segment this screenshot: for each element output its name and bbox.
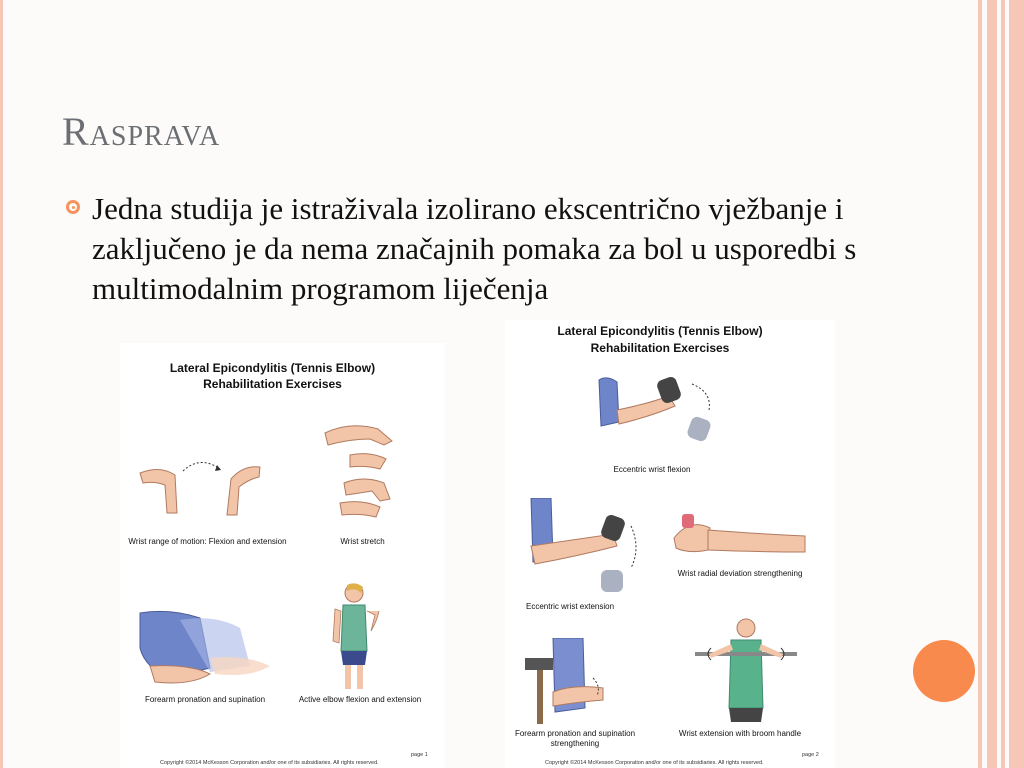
sheet-left-copyright: Copyright ©2014 McKesson Corporation and/or one of its subsidiaries. All rights reserved. xyxy=(160,760,379,766)
sheet-right-title-2: Rehabilitation Exercises xyxy=(590,341,730,355)
decor-stripe-3 xyxy=(1001,0,1005,768)
sheet-right-page: page 2 xyxy=(802,752,819,758)
sheet-right-title-1: Lateral Epicondylitis (Tennis Elbow) xyxy=(557,324,763,338)
bullet-icon xyxy=(66,200,80,214)
sheet-right-copyright: Copyright ©2014 McKesson Corporation and/or one of its subsidiaries. All rights reserved. xyxy=(545,760,764,766)
eccentric-wrist-flexion-illustration xyxy=(597,370,727,460)
sheet-left-title-2: Rehabilitation Exercises xyxy=(203,377,342,391)
elbow-flexion-illustration xyxy=(325,581,385,691)
decor-stripe-2 xyxy=(987,0,997,768)
eccentric-wrist-extension-illustration xyxy=(523,498,653,608)
radial-deviation-illustration xyxy=(670,508,810,568)
caption-elbow-flexion: Active elbow flexion and extension xyxy=(298,695,422,704)
caption-broom-handle: Wrist extension with broom handle xyxy=(678,729,802,738)
caption-radial-deviation: Wrist radial deviation strengthening xyxy=(677,569,803,578)
caption-wrist-stretch: Wrist stretch xyxy=(340,537,385,546)
exercise-sheet-left xyxy=(120,343,445,768)
wrist-stretch-illustration xyxy=(320,415,400,525)
caption-eccentric-wrist-extension: Eccentric wrist extension xyxy=(525,602,615,611)
exercise-sheet-right xyxy=(505,320,835,768)
forearm-pronation-illustration xyxy=(130,608,280,693)
caption-forearm-pronation-strength-2: strengthening xyxy=(550,739,600,748)
decor-stripe-4 xyxy=(1009,0,1024,768)
caption-forearm-pronation: Forearm pronation and supination xyxy=(144,695,266,704)
caption-wrist-range: Wrist range of motion: Flexion and extension xyxy=(128,537,287,546)
bullet-text: Jedna studija je istraživala izolirano ekscentrično vježbanje i zaključeno je da nema značajnih pomaka za bol u usporedbi s multimodalnim programom liječenja xyxy=(92,191,857,306)
caption-forearm-pronation-strength: Forearm pronation and supination xyxy=(514,729,636,738)
caption-eccentric-wrist-flexion: Eccentric wrist flexion xyxy=(613,465,691,474)
wrist-range-illustration xyxy=(135,453,265,528)
forearm-pronation-strengthening-illustration xyxy=(523,638,623,728)
slide-title: Rasprava xyxy=(62,109,221,154)
decor-stripe-left xyxy=(0,0,3,768)
broom-handle-illustration xyxy=(691,618,801,723)
sheet-left-title-1: Lateral Epicondylitis (Tennis Elbow) xyxy=(169,361,376,375)
decor-stripe-1 xyxy=(978,0,982,768)
decor-circle xyxy=(913,640,975,702)
sheet-left-page: page 1 xyxy=(411,752,428,758)
